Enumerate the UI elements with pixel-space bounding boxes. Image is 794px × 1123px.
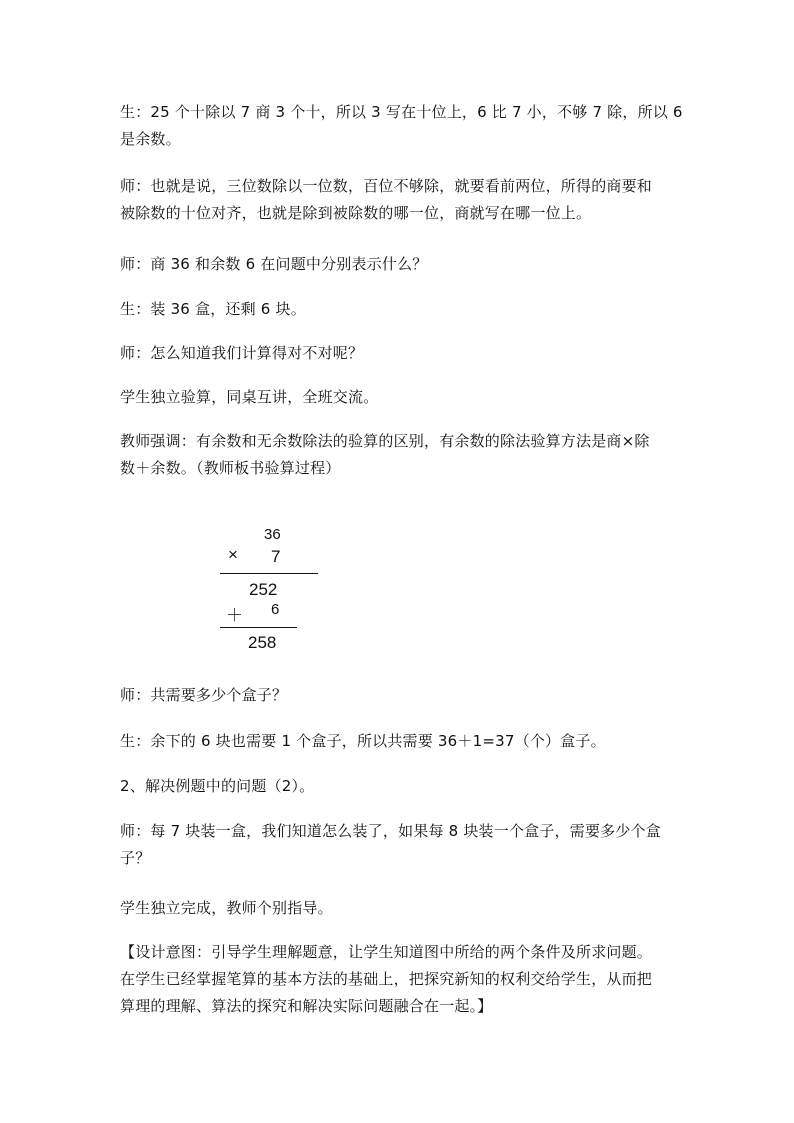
text-line: 2、解决例题中的问题（2）。 bbox=[120, 777, 315, 795]
text-line: 师：商 36 和余数 6 在问题中分别表示什么？ bbox=[120, 255, 428, 273]
calculation-rule bbox=[220, 573, 318, 574]
multiplicand: 36 bbox=[264, 526, 281, 543]
paragraph-1 bbox=[120, 99, 683, 153]
paragraph-11 bbox=[120, 818, 680, 872]
text-line: 被除数的十位对齐，也就是除到被除数的哪一位，商就写在哪一位上。 bbox=[120, 204, 592, 222]
paragraph-6 bbox=[120, 384, 680, 411]
text-line: 算理的理解、算法的探究和解决实际问题融合在一起。】 bbox=[120, 997, 493, 1015]
text-line: 数＋余数。（教师板书验算过程） bbox=[120, 459, 341, 477]
paragraph-10 bbox=[120, 773, 680, 800]
remainder: 6 bbox=[271, 601, 280, 618]
text-line: 是余数。 bbox=[120, 130, 181, 148]
text-line: 在学生已经掌握笔算的基本方法的基础上，把探究新知的权利交给学生，从而把 bbox=[120, 970, 653, 988]
paragraph-9 bbox=[120, 728, 680, 755]
text-line: 学生独立验算，同桌互讲，全班交流。 bbox=[120, 388, 379, 406]
result: 258 bbox=[248, 633, 277, 652]
text-line: 【设计意图：引导学生理解题意，让学生知道图中所给的两个条件及所求问题。 bbox=[120, 943, 653, 961]
vertical-calculation bbox=[200, 520, 340, 660]
text-line: 生：余下的 6 块也需要 1 个盒子，所以共需要 36＋1=37（个）盒子。 bbox=[120, 732, 606, 750]
text-line: 师：每 7 块装一盒，我们知道怎么装了，如果每 8 块装一个盒子，需要多少个盒 bbox=[120, 822, 661, 840]
text-line: 师：怎么知道我们计算得对不对呢？ bbox=[120, 344, 364, 362]
multiplier: 7 bbox=[271, 547, 281, 566]
paragraph-12 bbox=[120, 895, 680, 922]
product: 252 bbox=[249, 580, 278, 599]
text-line: 生：25 个十除以 7 商 3 个十，所以 3 写在十位上，6 比 7 小，不够 7 除，所以 6 bbox=[120, 103, 683, 121]
paragraph-5 bbox=[120, 340, 680, 367]
plus-sign: ＋ bbox=[226, 606, 243, 625]
text-line: 学生独立完成，教师个别指导。 bbox=[120, 899, 333, 917]
paragraph-8 bbox=[120, 682, 680, 709]
design-intent-note bbox=[120, 939, 680, 1020]
text-line: 师：也就是说，三位数除以一位数，百位不够除，就要看前两位，所得的商要和 bbox=[120, 177, 653, 195]
text-line: 师：共需要多少个盒子？ bbox=[120, 686, 288, 704]
paragraph-7 bbox=[120, 428, 680, 482]
text-line: 子？ bbox=[120, 849, 151, 867]
paragraph-2 bbox=[120, 173, 680, 227]
text-line: 教师强调：有余数和无余数除法的验算的区别，有余数的除法验算方法是商×除 bbox=[120, 432, 650, 450]
calculation-rule bbox=[220, 627, 297, 628]
paragraph-3 bbox=[120, 251, 680, 278]
times-sign: × bbox=[228, 545, 238, 564]
paragraph-4 bbox=[120, 296, 680, 323]
text-line: 生：装 36 盒，还剩 6 块。 bbox=[120, 300, 306, 318]
